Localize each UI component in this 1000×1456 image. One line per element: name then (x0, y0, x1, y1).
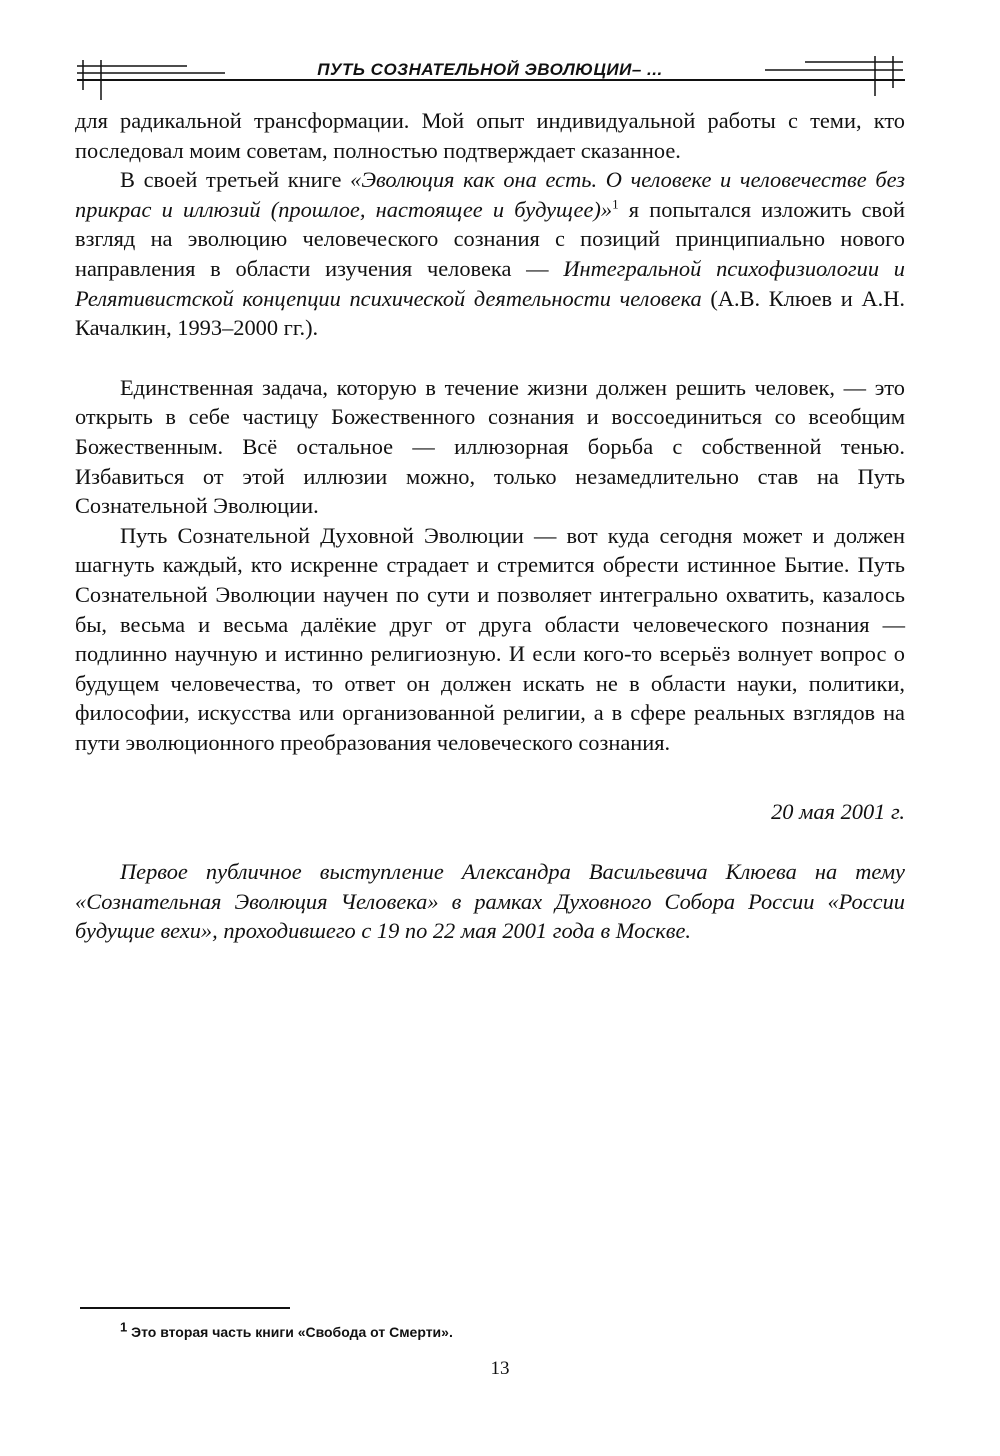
paragraph-2-text-b: я попытался изложить свой взгляд на эволюцию человеческого сознания с позиций принципиально нового направления в области изучения человека — (75, 196, 906, 281)
paragraph-3: Единственная задача, которую в течение жизни должен решить человек, — это открыть в себе частицу Божественного сознания и воссоединиться со всеобщим Божественным. Всё остальное — иллюзорная борьба с собственной тенью. Избавиться от этой иллюзии можно, только незамедлительно став на Путь Сознательной Эволюции. (75, 374, 905, 519)
page-body (75, 106, 905, 946)
paragraph-1: для радикальной трансформации. Мой опыт индивидуальной работы с теми, кто последовал моим советам, полностью подтверждает сказанное. (75, 108, 905, 163)
book-title: «Эволюция как она есть. О человеке и человечестве без прикрас и иллюзий (прошлое, настоящее и будущее)» (75, 167, 905, 222)
header-title: ПУТЬ СОЗНАТЕЛЬНОЙ ЭВОЛЮЦИИ– ... (317, 60, 663, 79)
footnote-divider (80, 1307, 290, 1309)
footnote-mark: 1 (120, 1319, 128, 1335)
page-number: 13 (490, 1358, 510, 1379)
footnote-text: Это вторая часть книги «Свобода от Смерти». (127, 1324, 453, 1340)
date-line: 20 мая 2001 г. (771, 799, 905, 825)
footnote-reference[interactable]: 1 (612, 196, 619, 212)
paragraph-2 (75, 165, 905, 343)
paragraph-2-text-c: (А.В. Клюев и А.Н. Качалкин, 1993–2000 гг.). (75, 285, 905, 341)
running-header (75, 56, 905, 100)
direction-name: Интегральной психофизиологии и Релятивистской концепции психической деятельности человека (75, 255, 905, 311)
paragraph-2-text-a: В своей третьей книге (120, 167, 351, 193)
footnote (120, 1319, 453, 1340)
source-note: Первое публичное выступление Александра Васильевича Клюева на тему «Сознательная Эволюция Человека» в рамках Духовного Собора России «России будущие вехи», проходившего с 19 по 22 мая 2001 года в Москве. (75, 859, 905, 944)
paragraph-4: Путь Сознательной Духовной Эволюции — вот куда сегодня может и должен шагнуть каждый, кто искренне страдает и стремится обрести истинное Бытие. Путь Сознательной Эволюции научен по сути и позволяет интегрально охватить, казалось бы, весьма и весьма далёкие друг от друга области человеческого познания — подлинно научную и истинно религиозную. И если кого-то всерьёз волнует вопрос о будущем человечества, то ответ он должен искать не в области науки, политики, философии, искусства или организованной религии, а в сфере реальных взглядов на пути эволюционного преобразования человеческого сознания. (75, 522, 905, 755)
